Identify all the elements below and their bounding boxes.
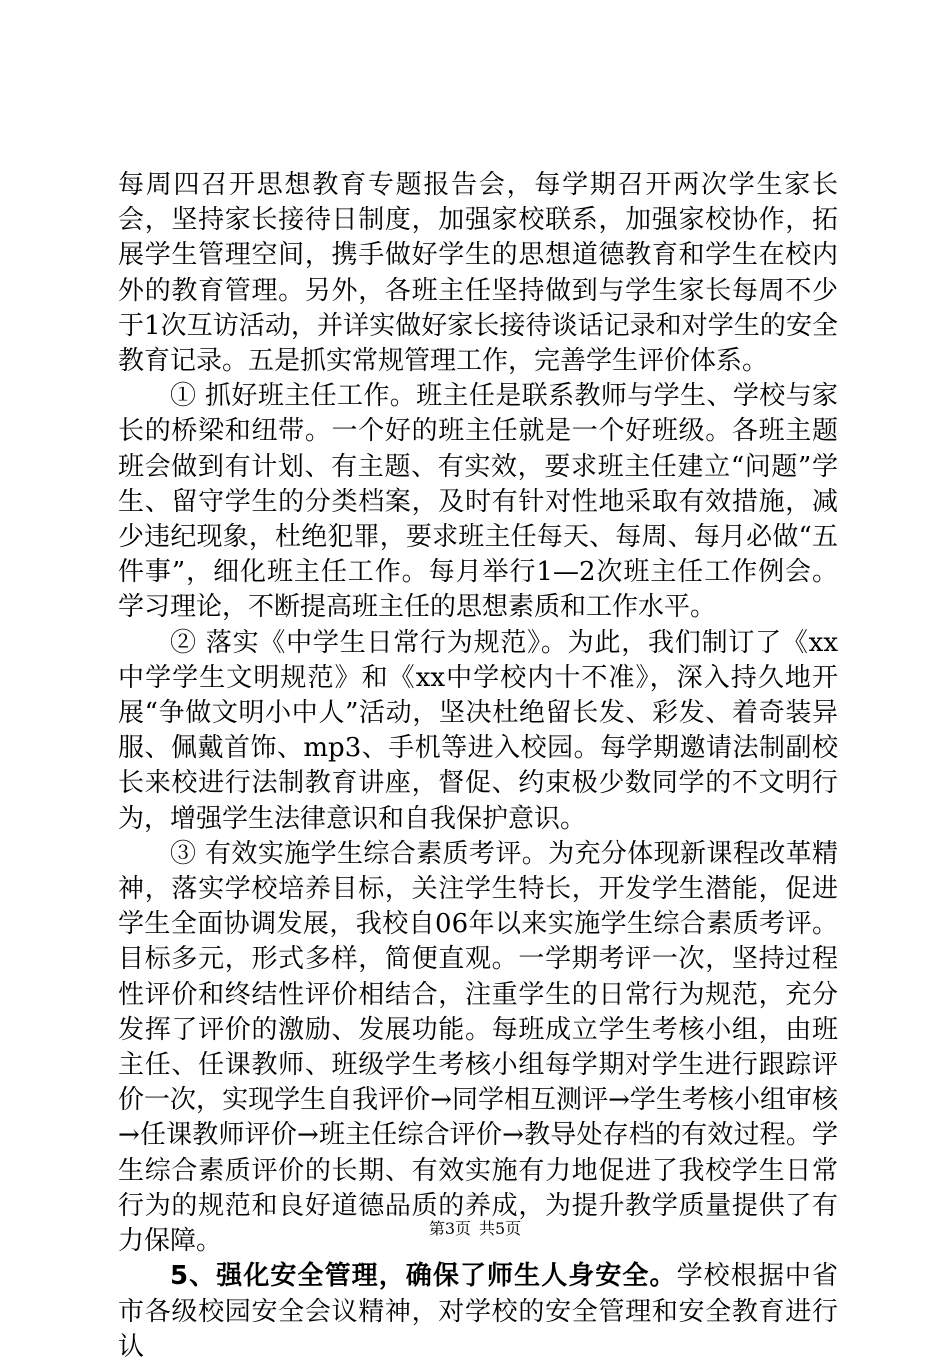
paragraph-quality-evaluation: ③ 有效实施学生综合素质考评。为充分体现新课程改革精神，落实学校培养目标，关注学生特长，开发学生潜能，促进学生全面协调发展，我校自06年以来实施学生综合素质考评。目标多元，形式多样，简便直观。一学期考评一次，坚持过程性评价和终结性评价相结合，注重学生的日常行为规范，充分发挥了评价的激励、发展功能。每班成立学生考核小组，由班主任、任课教师、班级学生考核小组每学期对学生进行跟踪评价一次，实现学生自我评价→同学相互测评→学生考核小组审核→任课教师评价→班主任综合评价→教导处存档的有效过程。学生综合素质评价的长期、有效实施有力地促进了我校学生日常行为的规范和良好道德品质的养成，为提升教学质量提供了有力保障。 xyxy=(118,838,838,1257)
paragraph-safety-management xyxy=(118,1259,838,1365)
document-body xyxy=(118,168,838,1365)
page-number: 第3页 xyxy=(428,1219,471,1238)
page-footer xyxy=(0,1216,950,1239)
paragraph-class-teacher-work: ① 抓好班主任工作。班主任是联系教师与学生、学校与家长的桥梁和纽带。一个好的班主任就是一个好班级。各班主题班会做到有计划、有主题、有实效，要求班主任建立“问题”学生、留守学生的分类档案，及时有针对性地采取有效措施，减少违纪现象，杜绝犯罪，要求班主任每天、每周、每月必做“五件事”，细化班主任工作。每月举行1—2次班主任工作例会。学习理论，不断提高班主任的思想素质和工作水平。 xyxy=(118,381,838,623)
paragraph-1: 每周四召开思想教育专题报告会，每学期召开两次学生家长会，坚持家长接待日制度，加强家校联系，加强家校协作，拓展学生管理空间，携手做好学生的思想道德教育和学生在校内外的教育管理。另外，各班主任坚持做到与学生家长每周不少于1次互访活动，并详实做好家长接待谈话记录和对学生的安全教育记录。五是抓实常规管理工作，完善学生评价体系。 xyxy=(118,170,838,377)
paragraph-behavior-norms: ② 落实《中学生日常行为规范》。为此，我们制订了《xx中学学生文明规范》和《xx中学校内十不准》，深入持久地开展“争做文明小中人”活动，坚决杜绝留长发、彩发、着奇装异服、佩戴首饰、mp3、手机等进入校园。每学期邀请法制副校长来校进行法制教育讲座，督促、约束极少数同学的不文明行为，增强学生法律意识和自我保护意识。 xyxy=(118,627,838,834)
paragraph-safety-text: 学校根据中省市各级校园安全会议精神，对学校的安全管理和安全教育进行认 xyxy=(118,1261,838,1362)
section-heading-safety: 5、强化安全管理，确保了师生人身安全。 xyxy=(170,1261,677,1292)
page-total: 共5页 xyxy=(479,1219,522,1238)
